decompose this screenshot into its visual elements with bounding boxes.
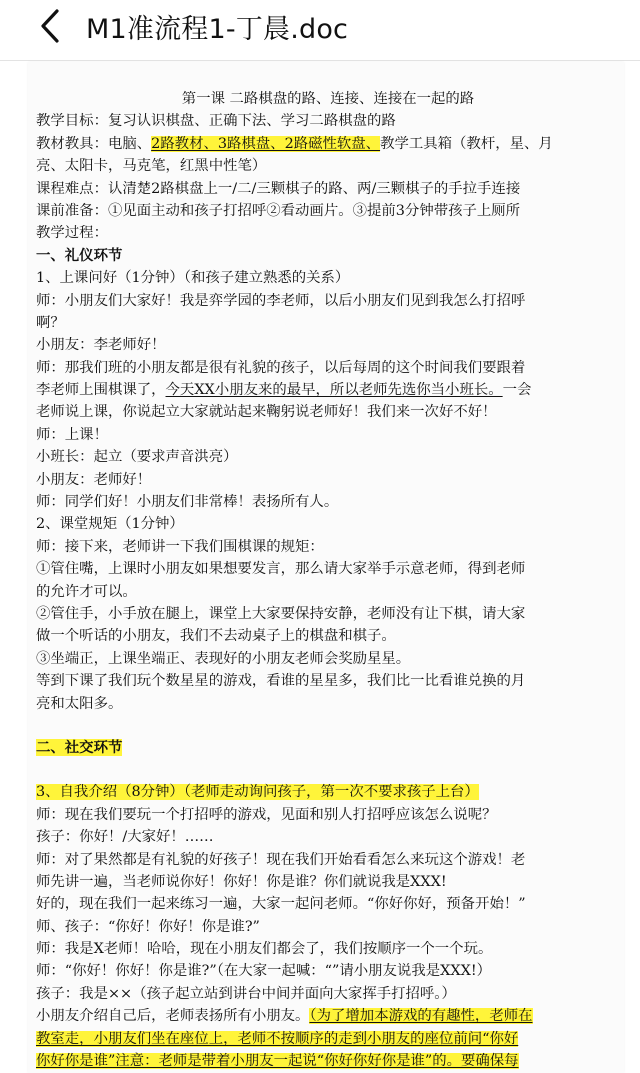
text-line xyxy=(36,983,620,1005)
text-line xyxy=(36,133,620,155)
text-line xyxy=(36,491,620,513)
highlighted-text: 教室走，小朋友们坐在座位上，老师不按顺序的走到小朋友的座位前问“你好 xyxy=(36,1030,519,1047)
text-segment: 师：上课！ xyxy=(36,426,108,443)
text-line xyxy=(36,804,620,826)
text-line xyxy=(36,446,620,468)
highlighted-text: 2路教材、3路棋盘、2路磁性软盘、 xyxy=(151,135,381,152)
text-segment: 做一个听话的小朋友，我们不去动桌子上的棋盘和棋子。 xyxy=(36,628,396,645)
text-segment: 师：我是X老师！哈哈，现在小朋友们都会了，我们按顺序一个一个玩。 xyxy=(36,941,493,958)
text-line xyxy=(36,178,620,200)
text-line xyxy=(36,603,620,625)
text-segment: 课前准备：①见面主动和孩子打招呼②看动画片。③提前3分钟带孩子上厕所 xyxy=(36,202,521,219)
app-header xyxy=(0,0,640,52)
highlighted-text: 二、社交环节 xyxy=(36,738,123,756)
back-button[interactable] xyxy=(26,2,74,50)
text-segment: 2、课堂规矩（1分钟） xyxy=(36,516,184,533)
text-line xyxy=(36,222,620,244)
text-segment: 师、孩子：“你好！你好！你是谁?” xyxy=(36,918,260,935)
text-line xyxy=(36,290,620,312)
highlighted-text: （为了增加本游戏的有趣性，老师在 xyxy=(309,1008,533,1025)
text-segment: 小朋友：李老师好！ xyxy=(36,337,166,354)
text-line xyxy=(36,200,620,222)
text-line xyxy=(36,826,620,848)
text-line xyxy=(36,916,620,938)
highlighted-text: 你好你是谁”注意：老师是带着小朋友一起说“你好你好你是谁”的。要确保每 xyxy=(36,1053,519,1070)
text-line xyxy=(36,513,620,535)
text-segment: 教材教具：电脑、 xyxy=(36,135,152,152)
text-line xyxy=(36,938,620,960)
text-line xyxy=(36,960,620,982)
text-line xyxy=(36,781,620,803)
text-line xyxy=(36,401,620,423)
text-line xyxy=(36,1050,620,1072)
text-line xyxy=(36,849,620,871)
text-segment: 师先讲一遍，当老师说你好！你好！你是谁？你们就说我是XXX! xyxy=(36,873,447,890)
text-segment: 孩子：我是××（孩子起立站到讲台中间并面向大家挥手打招呼。） xyxy=(36,985,456,1002)
text-line xyxy=(36,893,620,915)
section-heading xyxy=(36,737,620,759)
text-line xyxy=(36,670,620,692)
text-line xyxy=(36,267,620,289)
text-segment: 小朋友：老师好！ xyxy=(36,471,152,488)
header-divider xyxy=(0,60,640,61)
text-line xyxy=(36,379,620,401)
text-line xyxy=(36,536,620,558)
blank-line xyxy=(36,715,620,737)
text-segment: 等到下课了我们玩个数星星的游戏，看谁的星星多，我们比一比看谁兑换的月 xyxy=(36,673,526,690)
text-segment: 好的，现在我们一起来练习一遍，大家一起问老师。“你好你好，预备开始！” xyxy=(36,896,526,913)
text-segment: 老师说上课，你说起立大家就站起来鞠躬说老师好！我们来一次好不好！ xyxy=(36,404,497,421)
text-segment: 师：对了果然都是有礼貌的好孩子！现在我们开始看看怎么来玩这个游戏！老 xyxy=(36,851,526,868)
chevron-left-icon xyxy=(39,8,61,44)
text-segment: 师：小朋友们大家好！我是弈学园的李老师，以后小朋友们见到我怎么打招呼 xyxy=(36,292,526,309)
text-segment: 的允许才可以。 xyxy=(36,583,137,600)
text-line xyxy=(36,469,620,491)
text-line xyxy=(36,693,620,715)
text-segment: ②管住手，小手放在腿上，课堂上大家要保持安静，老师没有让下棋，请大家 xyxy=(36,605,526,622)
text-line xyxy=(36,110,620,132)
text-line xyxy=(36,558,620,580)
text-line xyxy=(36,312,620,334)
text-line xyxy=(36,1005,620,1027)
text-line xyxy=(36,625,620,647)
document-title: M1准流程1-丁晨.doc xyxy=(86,13,349,45)
text-segment: 小朋友介绍自己后，老师表扬所有小朋友。 xyxy=(36,1008,310,1025)
text-segment: 师：同学们好！小朋友们非常棒！表扬所有人。 xyxy=(36,494,339,511)
text-segment: ①管住嘴，上课时小朋友如果想要发言，那么请大家举手示意老师，得到老师 xyxy=(36,561,526,578)
document-content[interactable] xyxy=(36,88,620,1072)
text-segment: 教学过程： xyxy=(36,225,108,242)
text-segment: 孩子：你好！/大家好！…… xyxy=(36,829,214,846)
text-line xyxy=(36,581,620,603)
text-segment: 一会 xyxy=(502,382,532,399)
text-segment: 师：接下来，老师讲一下我们围棋课的规矩： xyxy=(36,538,324,555)
text-segment: 啊？ xyxy=(36,314,65,331)
text-segment: ③坐端正，上课坐端正、表现好的小朋友老师会奖励星星。 xyxy=(36,650,411,667)
text-line xyxy=(36,1028,620,1050)
text-segment: 1、上课问好（1分钟）（和孩子建立熟悉的关系） xyxy=(36,270,350,287)
section-heading xyxy=(36,245,620,267)
text-segment: 今天XX小朋友来的最早，所以老师先选你当小班长。 xyxy=(165,382,503,399)
text-line xyxy=(36,334,620,356)
text-segment: 教学目标：复习认识棋盘、正确下法、学习二路棋盘的路 xyxy=(36,113,396,130)
text-segment: 小班长：起立（要求声音洪亮） xyxy=(36,449,238,466)
text-line xyxy=(36,357,620,379)
text-line xyxy=(36,155,620,177)
text-line xyxy=(36,871,620,893)
text-segment: 师：那我们班的小朋友都是很有礼貌的孩子，以后每周的这个时间我们要跟着 xyxy=(36,359,526,376)
blank-line xyxy=(36,759,620,781)
highlighted-text: 3、自我介绍（8分钟）（老师走动询问孩子，第一次不要求孩子上台） xyxy=(36,784,479,801)
text-segment: 课程难点：认清楚2路棋盘上一/二/三颗棋子的路、两/三颗棋子的手拉手连接 xyxy=(36,180,521,197)
text-segment: 亮、太阳卡，马克笔，红黑中性笔） xyxy=(36,158,267,175)
text-segment: 教学工具箱（教杆，星、月 xyxy=(380,135,553,152)
lesson-title xyxy=(36,88,620,110)
text-segment: 第一课 二路棋盘的路、连接、连接在一起的路 xyxy=(181,91,475,107)
text-segment: 一、礼仪环节 xyxy=(36,246,123,264)
text-segment: 李老师上围棋课了， xyxy=(36,382,166,399)
text-line xyxy=(36,648,620,670)
text-segment: 亮和太阳多。 xyxy=(36,695,123,712)
text-segment: 师：“你好！你好！你是谁?”（在大家一起喊：“”请小朋友说我是XXX!） xyxy=(36,963,492,980)
text-line xyxy=(36,424,620,446)
text-segment: 师：现在我们要玩一个打招呼的游戏，见面和别人打招呼应该怎么说呢？ xyxy=(36,806,497,823)
